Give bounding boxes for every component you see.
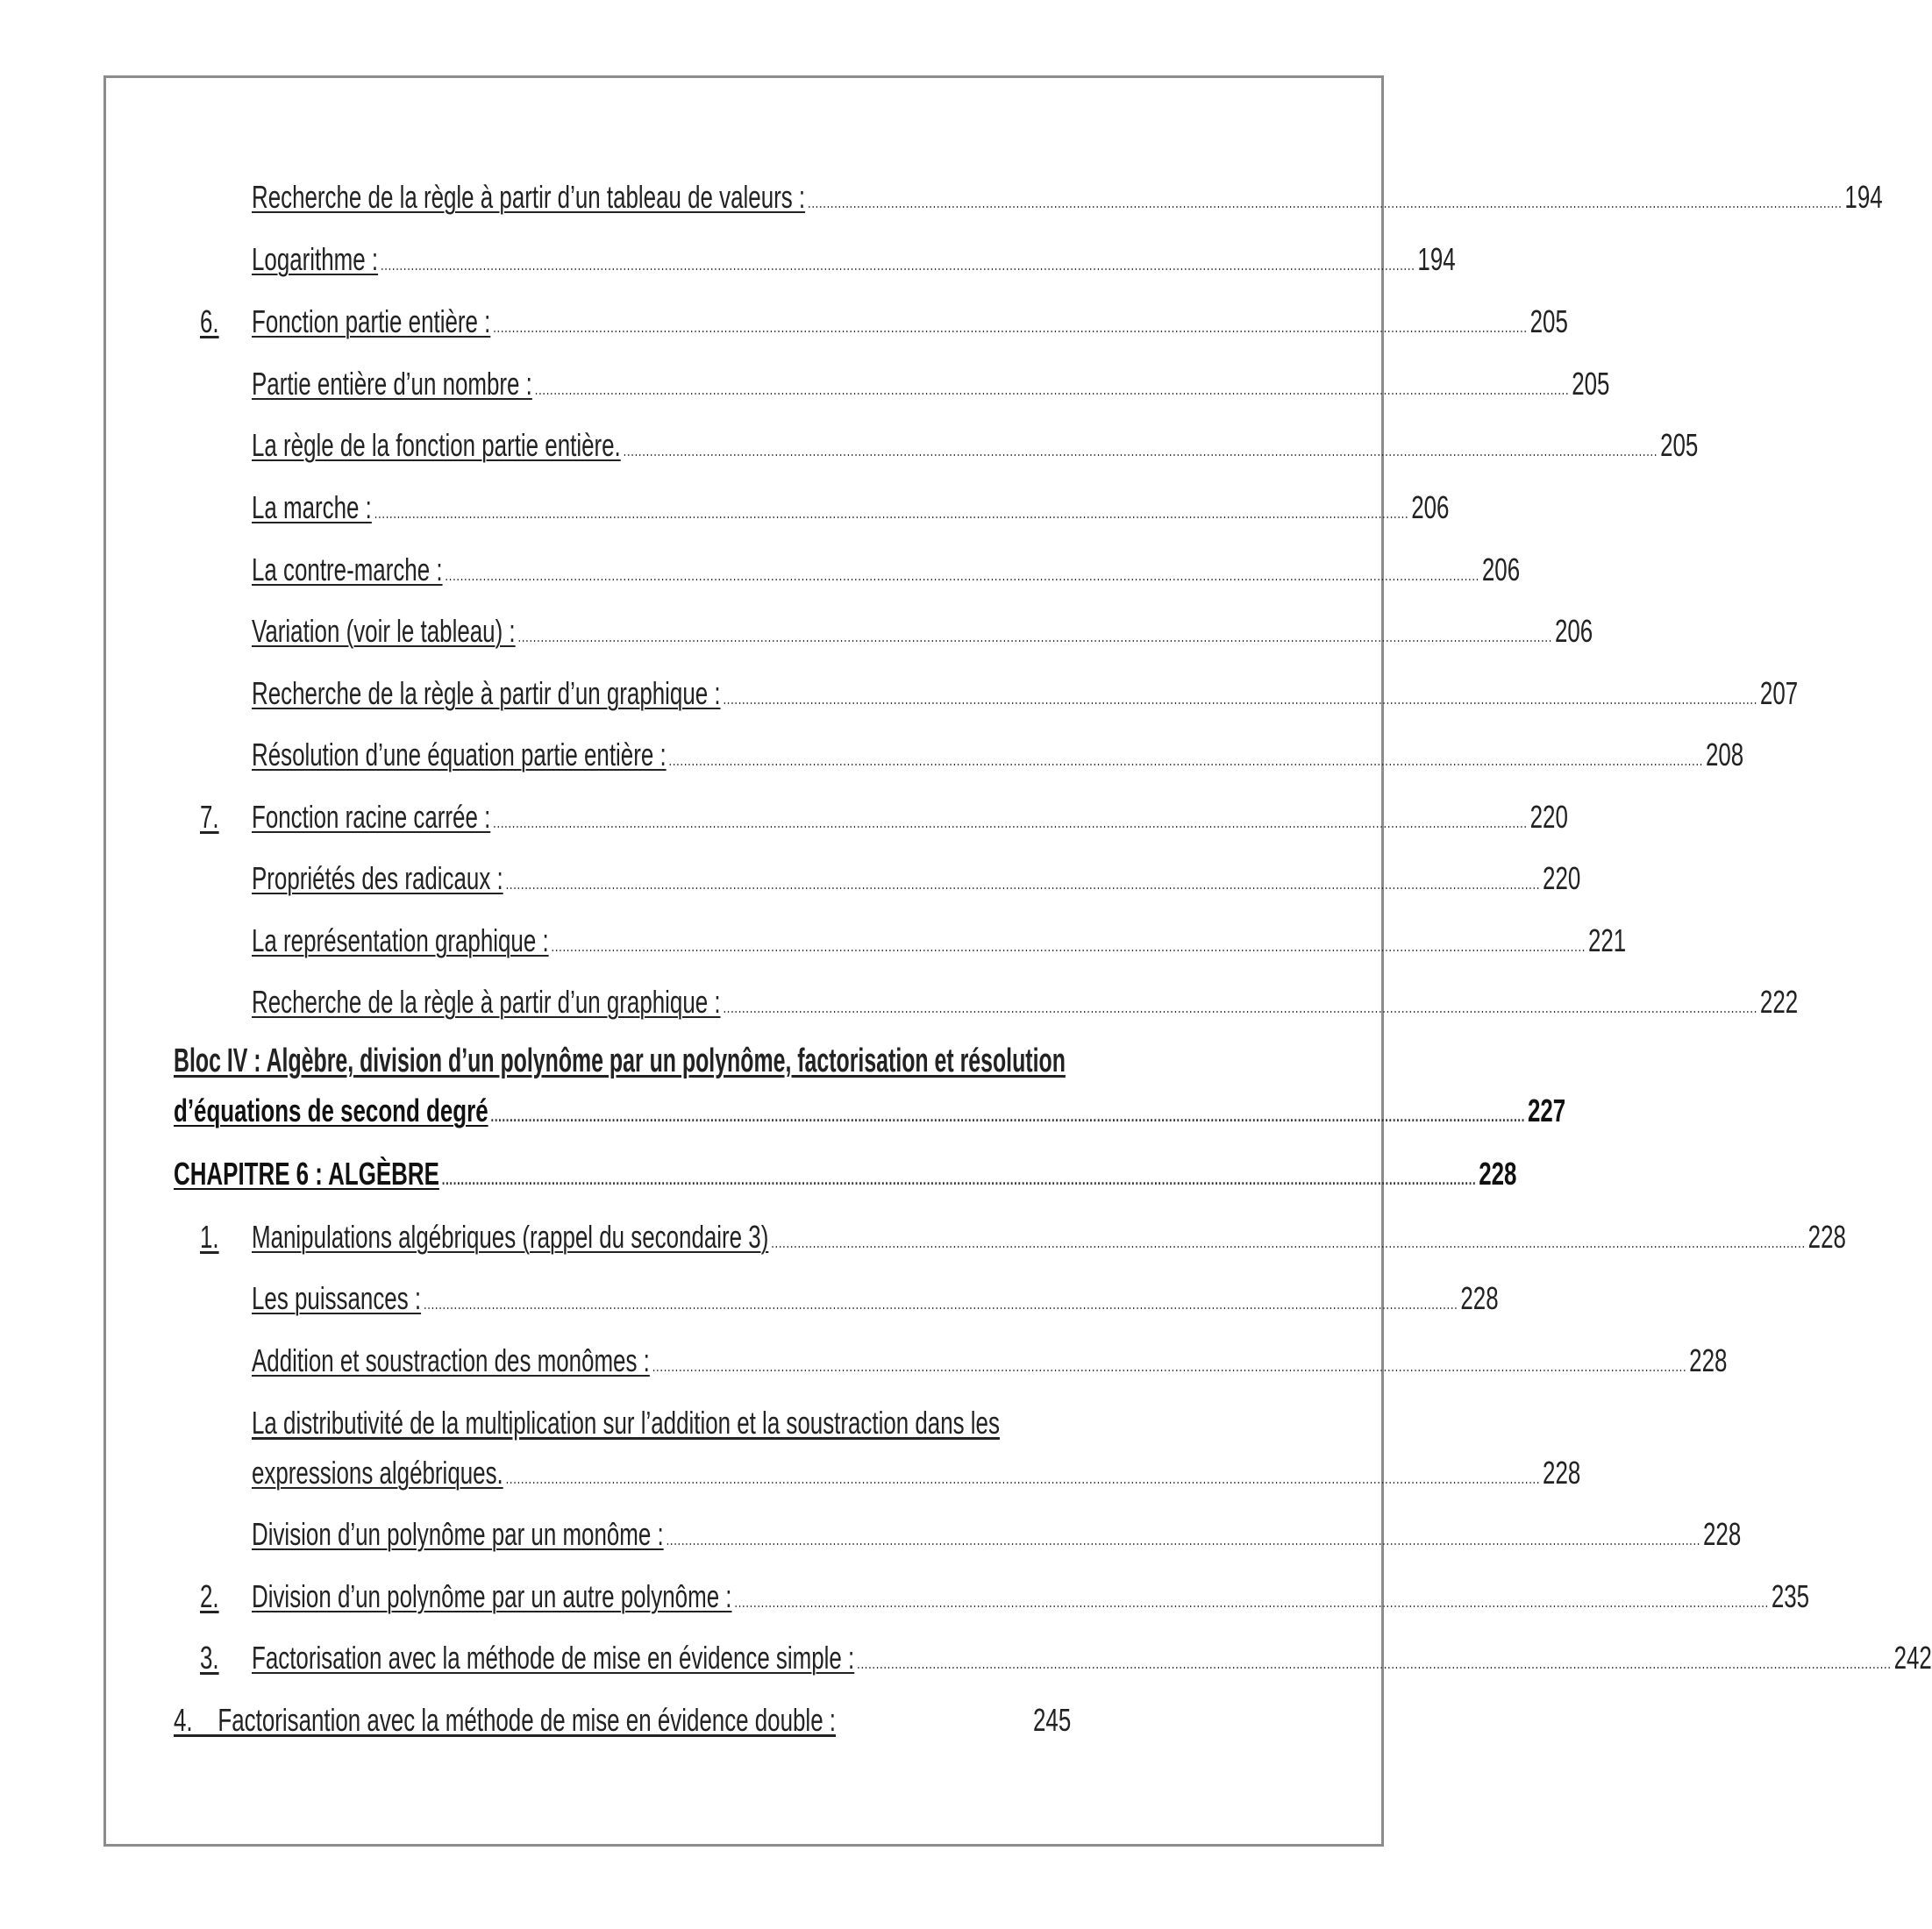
dot-leader: ................................................................................................................................................................................................................................................................................. — [490, 1107, 1526, 1125]
toc-page-number: 228 — [1689, 1342, 1728, 1378]
toc-entry-label[interactable]: Addition et soustraction des monômes : — [252, 1342, 650, 1378]
dot-leader: ................................................................................................................................................................................................................................................................................. — [493, 318, 1528, 336]
toc-entry-label[interactable]: Logarithme : — [252, 241, 379, 277]
toc-entry[interactable] — [252, 1577, 1810, 1621]
toc-entry[interactable] — [252, 1515, 1742, 1559]
toc-entry[interactable] — [252, 674, 1799, 718]
dot-leader: ................................................................................................................................................................................................................................................................................. — [723, 690, 1758, 708]
toc-entry[interactable] — [252, 488, 1450, 532]
dot-leader: ................................................................................................................................................................................................................................................................................. — [505, 1470, 1541, 1487]
toc-entry-label[interactable]: Résolution d’une équation partie entière : — [252, 737, 667, 772]
toc-page-number: 222 — [1759, 984, 1799, 1020]
toc-page-number: 221 — [1587, 922, 1627, 958]
section-number: 6. — [200, 303, 219, 339]
toc-entry[interactable] — [252, 798, 1568, 842]
toc-page-number: 228 — [1807, 1219, 1846, 1255]
dot-leader: ................................................................................................................................................................................................................................................................................. — [374, 504, 1409, 522]
dot-leader: ................................................................................................................................................................................................................................................................................. — [505, 875, 1541, 893]
toc-entry[interactable] — [252, 551, 1521, 594]
dot-leader: ................................................................................................................................................................................................................................................................................. — [857, 1655, 1892, 1672]
section-number: 3. — [200, 1640, 219, 1676]
toc-page-number: 206 — [1554, 613, 1593, 649]
toc-entry-bloc[interactable] — [174, 1092, 1566, 1135]
toc-entry-label[interactable]: CHAPITRE 6 : ALGÈBRE — [174, 1156, 439, 1192]
dot-leader: ................................................................................................................................................................................................................................................................................. — [423, 1295, 1458, 1313]
dot-leader: ................................................................................................................................................................................................................................................................................. — [380, 256, 1415, 274]
toc-entry-label-line1[interactable]: La distributivité de la multiplication sur l’addition et la soustraction dans les — [252, 1405, 1000, 1441]
toc-entry[interactable] — [252, 1639, 1932, 1683]
toc-page-number: 220 — [1529, 799, 1568, 835]
toc-page-number: 208 — [1705, 737, 1744, 772]
toc-entry[interactable] — [252, 303, 1568, 346]
dot-leader: ................................................................................................................................................................................................................................................................................. — [534, 381, 1570, 398]
toc-entry[interactable] — [252, 1218, 1846, 1262]
toc-entry[interactable] — [252, 612, 1593, 656]
toc-entry-label[interactable]: Propriétés des radicaux : — [252, 860, 503, 896]
toc-entry-label[interactable]: Recherche de la règle à partir d’un graphique : — [252, 984, 721, 1020]
section-number: 2. — [200, 1578, 219, 1614]
bloc-heading[interactable]: Bloc IV : Algèbre, division d’un polynôme par un polynôme, factorisation et résolution — [174, 1043, 1066, 1079]
toc-entry-chapter[interactable] — [174, 1155, 1517, 1199]
toc-entry[interactable] — [252, 736, 1744, 779]
toc-page-number: 235 — [1771, 1578, 1810, 1614]
toc-entry-label[interactable]: expressions algébriques. — [252, 1455, 503, 1491]
toc-entry[interactable] — [252, 1279, 1499, 1323]
toc-entry-label[interactable]: Manipulations algébriques (rappel du secondaire 3) — [252, 1219, 769, 1255]
dot-leader: ................................................................................................................................................................................................................................................................................. — [441, 1171, 1477, 1188]
toc-page-number: 242 — [1893, 1640, 1932, 1676]
toc-page-number: 207 — [1759, 675, 1799, 711]
toc-entry[interactable] — [252, 426, 1699, 470]
toc-entry-label[interactable]: 4. Factorisantion avec la méthode de mise en évidence double : — [174, 1702, 837, 1738]
toc-page-number: 206 — [1411, 489, 1450, 525]
dot-leader: ................................................................................................................................................................................................................................................................................. — [445, 566, 1479, 584]
toc-page-number: 228 — [1543, 1455, 1581, 1491]
toc-entry-label[interactable]: Recherche de la règle à partir d’un graphique : — [252, 675, 721, 711]
dot-leader: ................................................................................................................................................................................................................................................................................. — [551, 937, 1586, 955]
toc-entry-label[interactable]: Recherche de la règle à partir d’un tableau de valeurs : — [252, 179, 806, 215]
toc-entry[interactable] — [252, 365, 1610, 409]
toc-page-number: 245 — [1033, 1702, 1072, 1738]
toc-entry[interactable] — [252, 1342, 1728, 1385]
toc-page-number: 228 — [1479, 1156, 1517, 1192]
toc-entry-label[interactable]: d’équations de second degré — [174, 1093, 488, 1128]
dot-leader: ................................................................................................................................................................................................................................................................................. — [734, 1593, 1769, 1611]
section-number: 1. — [200, 1219, 219, 1255]
toc-entry-label[interactable]: La marche : — [252, 489, 372, 525]
dot-leader: ................................................................................................................................................................................................................................................................................. — [668, 751, 1704, 769]
toc-entry-label[interactable]: Variation (voir le tableau) : — [252, 613, 516, 649]
toc-entry[interactable] — [252, 922, 1627, 965]
dot-leader: ................................................................................................................................................................................................................................................................................. — [517, 628, 1553, 645]
toc-entry-label[interactable]: Fonction partie entière : — [252, 303, 491, 339]
toc-entry-label[interactable]: La contre-marche : — [252, 552, 443, 587]
toc-page-number: 206 — [1481, 552, 1521, 587]
toc-entry[interactable] — [252, 983, 1799, 1027]
dot-leader: ................................................................................................................................................................................................................................................................................. — [723, 999, 1758, 1016]
toc-page-number: 205 — [1529, 303, 1568, 339]
toc-page-number: 194 — [1417, 241, 1456, 277]
toc-entry-label[interactable]: Partie entière d’un nombre : — [252, 366, 532, 402]
toc-page-number: 227 — [1527, 1093, 1566, 1128]
toc-page-number: 194 — [1844, 179, 1883, 215]
dot-leader: ................................................................................................................................................................................................................................................................................. — [807, 194, 1843, 211]
toc-page-number: 228 — [1460, 1280, 1499, 1316]
dot-leader: ................................................................................................................................................................................................................................................................................. — [771, 1234, 1806, 1251]
toc-entry-label[interactable]: Les puissances : — [252, 1280, 422, 1316]
toc-entry-label[interactable]: Division d’un polynôme par un autre polynôme : — [252, 1578, 732, 1614]
dot-leader: ................................................................................................................................................................................................................................................................................. — [493, 814, 1528, 831]
toc-page-number: 228 — [1703, 1516, 1742, 1552]
dot-leader: ................................................................................................................................................................................................................................................................................. — [652, 1357, 1687, 1375]
toc-entry-label[interactable]: La représentation graphique : — [252, 922, 549, 958]
dot-leader: ................................................................................................................................................................................................................................................................................. — [666, 1531, 1701, 1548]
toc-entry[interactable] — [252, 240, 1456, 284]
toc-entry-label[interactable]: La règle de la fonction partie entière. — [252, 427, 621, 463]
toc-entry[interactable] — [252, 1454, 1581, 1498]
toc-entry-label[interactable]: Division d’un polynôme par un monôme : — [252, 1516, 664, 1552]
toc-entry[interactable] — [252, 859, 1581, 903]
toc-page-number: 205 — [1572, 366, 1610, 402]
toc-entry-label[interactable]: Factorisation avec la méthode de mise en évidence simple : — [252, 1640, 855, 1676]
dot-leader: ................................................................................................................................................................................................................................................................................. — [623, 442, 1658, 459]
toc-page-number: 220 — [1543, 860, 1581, 896]
toc-entry-label[interactable]: Fonction racine carrée : — [252, 799, 491, 835]
section-number: 7. — [200, 799, 219, 835]
toc-entry[interactable] — [252, 178, 1883, 222]
toc-page-number: 205 — [1660, 427, 1699, 463]
